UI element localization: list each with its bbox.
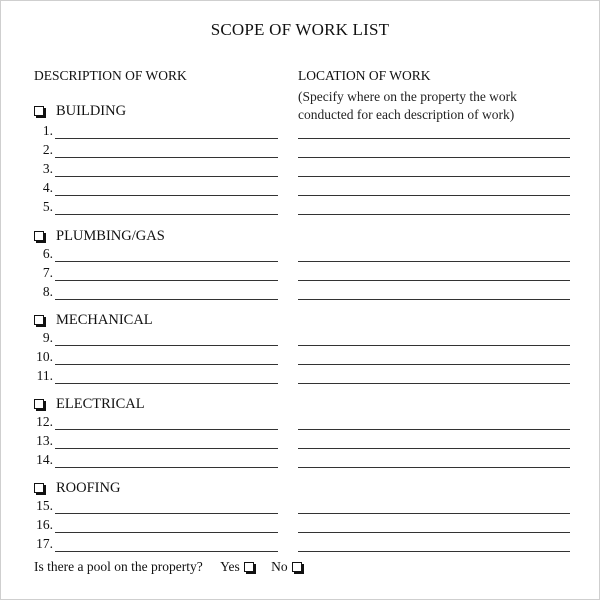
description-field-14[interactable]: [55, 467, 278, 468]
section-label-building: BUILDING: [56, 103, 127, 119]
section-label-electrical: ELECTRICAL: [56, 396, 145, 412]
location-field-3[interactable]: [298, 176, 570, 177]
location-instructions: [298, 88, 517, 124]
electrical-checkbox[interactable]: [34, 399, 44, 409]
line-number: 6.: [42, 246, 53, 261]
mechanical-checkbox[interactable]: [34, 315, 44, 325]
description-field-11[interactable]: [55, 383, 278, 384]
line-item-14: [0, 449, 600, 468]
pool-no-checkbox[interactable]: [292, 562, 302, 572]
building-checkbox[interactable]: [34, 106, 44, 116]
location-field-2[interactable]: [298, 157, 570, 158]
location-field-12[interactable]: [298, 429, 570, 430]
line-number: 4.: [42, 180, 53, 195]
line-number: 12.: [36, 414, 53, 429]
section-label-mechanical: MECHANICAL: [56, 312, 153, 328]
pool-yes-checkbox[interactable]: [244, 562, 254, 572]
location-field-5[interactable]: [298, 214, 570, 215]
line-item-5: [0, 196, 600, 215]
line-item-17: [0, 533, 600, 552]
line-item-13: [0, 430, 600, 449]
line-item-6: [0, 243, 600, 262]
location-field-17[interactable]: [298, 551, 570, 552]
line-item-2: [0, 139, 600, 158]
location-field-16[interactable]: [298, 532, 570, 533]
line-number: 13.: [36, 433, 53, 448]
location-note-line-2: conducted for each description of work): [298, 107, 515, 122]
line-number: 2.: [42, 142, 53, 157]
line-number: 17.: [36, 536, 53, 551]
description-field-8[interactable]: [55, 299, 278, 300]
line-item-4: [0, 177, 600, 196]
location-field-15[interactable]: [298, 513, 570, 514]
line-item-15: [0, 495, 600, 514]
location-note-line-1: (Specify where on the property the work: [298, 89, 517, 104]
section-building: [34, 103, 126, 120]
line-item-10: [0, 346, 600, 365]
line-number: 1.: [42, 123, 53, 138]
location-field-7[interactable]: [298, 280, 570, 281]
location-field-14[interactable]: [298, 467, 570, 468]
line-number: 5.: [42, 199, 53, 214]
line-number: 3.: [42, 161, 53, 176]
pool-no-label: No: [271, 559, 288, 574]
line-number: 10.: [36, 349, 53, 364]
line-item-7: [0, 262, 600, 281]
line-item-1: [0, 120, 600, 139]
page-title: SCOPE OF WORK LIST: [210, 20, 390, 39]
pool-question-row: [34, 559, 302, 575]
line-item-9: [0, 327, 600, 346]
line-number: 11.: [36, 368, 53, 383]
line-number: 9.: [42, 330, 53, 345]
section-label-plumbing-gas: PLUMBING/GAS: [56, 228, 165, 244]
location-field-8[interactable]: [298, 299, 570, 300]
line-item-16: [0, 514, 600, 533]
line-item-3: [0, 158, 600, 177]
line-item-8: [0, 281, 600, 300]
line-number: 7.: [42, 265, 53, 280]
location-field-6[interactable]: [298, 261, 570, 262]
pool-question: Is there a pool on the property?: [34, 559, 203, 574]
line-item-11: [0, 365, 600, 384]
location-field-4[interactable]: [298, 195, 570, 196]
location-column-header: LOCATION OF WORK: [298, 68, 431, 83]
line-number: 8.: [42, 284, 53, 299]
location-field-1[interactable]: [298, 138, 570, 139]
description-field-5[interactable]: [55, 214, 278, 215]
description-column-header: DESCRIPTION OF WORK: [34, 68, 187, 83]
plumbing-gas-checkbox[interactable]: [34, 231, 44, 241]
location-field-9[interactable]: [298, 345, 570, 346]
location-field-13[interactable]: [298, 448, 570, 449]
roofing-checkbox[interactable]: [34, 483, 44, 493]
description-field-17[interactable]: [55, 551, 278, 552]
section-label-roofing: ROOFING: [56, 480, 121, 496]
line-number: 16.: [36, 517, 53, 532]
line-number: 14.: [36, 452, 53, 467]
line-number: 15.: [36, 498, 53, 513]
line-item-12: [0, 411, 600, 430]
location-field-11[interactable]: [298, 383, 570, 384]
location-field-10[interactable]: [298, 364, 570, 365]
pool-yes-label: Yes: [220, 559, 240, 574]
